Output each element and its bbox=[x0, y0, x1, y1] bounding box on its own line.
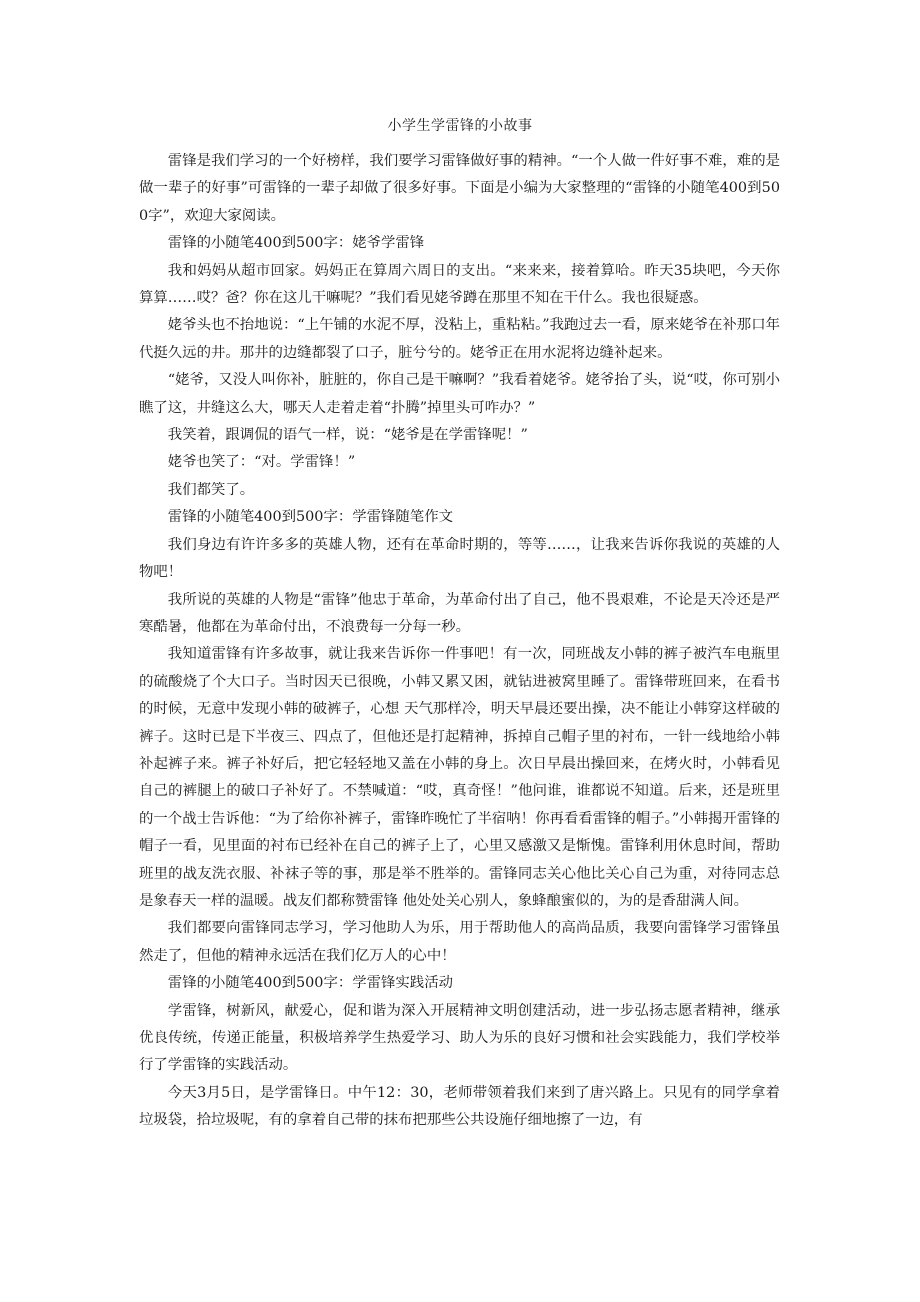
paragraph: 我所说的英雄的人物是“雷锋”他忠于革命，为革命付出了自己，他不畏艰难，不论是天冷还是严寒酷暑，他都在为革命付出，不浪费每一分每一秒。 bbox=[139, 591, 780, 635]
document-title: 小学生学雷锋的小故事 bbox=[387, 118, 533, 134]
paragraph: 姥爷也笑了：“对。学雷锋！” bbox=[167, 454, 356, 471]
document-body bbox=[139, 148, 780, 1135]
paragraph: 我笑着，跟调侃的语气一样，说：“姥爷是在学雷锋呢！” bbox=[167, 427, 528, 444]
section-heading-3: 雷锋的小随笔400到500字：学雷锋实践活动 bbox=[167, 975, 453, 992]
paragraph: 我们都要向雷锋同志学习，学习他助人为乐，用于帮助他人的高尚品质，我要向雷锋学习雷锋虽然走了，但他的精神永远活在我们亿万人的心中！ bbox=[139, 920, 780, 964]
paragraph: 我们都笑了。 bbox=[167, 481, 255, 498]
paragraph: 我知道雷锋有许多故事，就让我来告诉你一件事吧！有一次，同班战友小韩的裤子被汽车电瓶里的硫酸烧了个大口子。当时因天已很晚，小韩又累又困，就钻进被窝里睡了。雷锋带班回来，在看书的时候，无意中发现小韩的破裤子，心想 天气那样冷，明天早晨还要出操，决不能让小韩穿这样破的裤子。这时已是下半夜三、四点了，但他还是打起精神，拆掉自己帽子里的衬布，一针一线地给小韩补起裤子来。裤子补好后，把它轻轻地又盖在小韩的身上。次日早晨出操回来，在烤火时，小韩看见自己的裤腿上的破口子补好了。不禁喊道：“哎，真奇怪！”他问谁，谁都说不知道。后来，还是班里的一个战士告诉他：“为了给你补裤子，雷锋昨晚忙了半宿呐！你再看看雷锋的帽子。”小韩揭开雷锋的帽子一看，见里面的衬布已经补在自己的裤子上了，心里又感激又是惭愧。雷锋利用休息时间，帮助班里的战友洗衣服、补袜子等的事，那是举不胜举的。雷锋同志关心他比关心自己为重，对待同志总是象春天一样的温暖。战友们都称赞雷锋 他处处关心别人，象蜂酿蜜似的，为的是香甜满人间。 bbox=[139, 646, 780, 909]
paragraph-intro: 雷锋是我们学习的一个好榜样，我们要学习雷锋做好事的精神。“一个人做一件好事不难，难的是做一辈子的好事”可雷锋的一辈子却做了很多好事。下面是小编为大家整理的“雷锋的小随笔400到500字”，欢迎大家阅读。 bbox=[139, 153, 780, 224]
paragraph: “姥爷，又没人叫你补，脏脏的，你自己是干嘛啊？”我看着姥爷。姥爷抬了头，说“哎，你可别小瞧了这，井缝这么大，哪天人走着走着“扑腾”掉里头可咋办？” bbox=[139, 372, 780, 416]
paragraph: 我和妈妈从超市回家。妈妈正在算周六周日的支出。“来来来，接着算哈。昨天35块吧，今天你算算……哎？爸？你在这儿干嘛呢？”我们看见姥爷蹲在那里不知在干什么。我也很疑惑。 bbox=[139, 262, 780, 307]
paragraph: 姥爷头也不抬地说：“上午铺的水泥不厚，没粘上，重粘粘。”我跑过去一看，原来姥爷在补那口年代挺久远的井。那井的边缝都裂了口子，脏兮兮的。姥爷正在用水泥将边缝补起来。 bbox=[139, 317, 780, 361]
paragraph: 我们身边有许许多多的英雄人物，还有在革命时期的，等等……，让我来告诉你我说的英雄的人物吧！ bbox=[139, 536, 780, 581]
paragraph: 今天3月5日，是学雷锋日。中午12：30，老师带领着我们来到了唐兴路上。只见有的同学拿着垃圾袋，拾垃圾呢，有的拿着自己带的抹布把那些公共设施仔细地擦了一边，有 bbox=[139, 1084, 780, 1129]
section-heading-1: 雷锋的小随笔400到500字：姥爷学雷锋 bbox=[167, 235, 425, 252]
section-heading-2: 雷锋的小随笔400到500字：学雷锋随笔作文 bbox=[167, 509, 453, 526]
paragraph: 学雷锋，树新风，献爱心，促和谐为深入开展精神文明创建活动，进一步弘扬志愿者精神，继承优良传统，传递正能量，积极培养学生热爱学习、助人为乐的良好习惯和社会实践能力，我们学校举行了学雷锋的实践活动。 bbox=[139, 1002, 780, 1074]
